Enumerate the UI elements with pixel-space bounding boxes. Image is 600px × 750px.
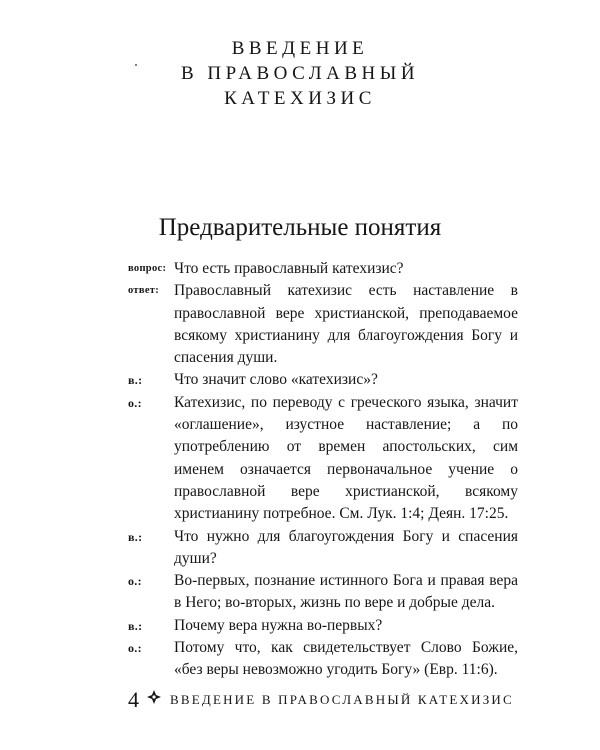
qa-entry-question [128, 526, 518, 571]
qa-entry-question [128, 615, 518, 637]
diamond-ornament-icon [147, 688, 161, 712]
section-title: Предварительные понятия [158, 214, 442, 241]
qa-entry-answer [128, 280, 518, 369]
qa-list [128, 258, 518, 682]
qa-label: в.: [128, 373, 143, 388]
page-footer [128, 688, 548, 712]
qa-entry-answer [128, 637, 518, 682]
qa-label: о.: [128, 395, 142, 410]
chapter-title-line-3: КАТЕХИЗИС [224, 88, 376, 109]
qa-text: Православный катехизис есть наставление в православной вере христианской, преподаваемое всякому христианину для благоугождения Богу и спасения души. [174, 282, 518, 367]
chapter-title-line-1: ВВЕДЕНИЕ [231, 38, 369, 59]
qa-label: о.: [128, 641, 142, 656]
qa-label: ответ: [128, 285, 160, 297]
qa-entry-question [128, 258, 518, 280]
page-number: 4 [128, 687, 139, 712]
qa-text: Во-первых, познание истинного Бога и правая вера в Него; во-вторых, жизнь по вере и добрые дела. [174, 572, 518, 612]
qa-entry-answer [128, 392, 518, 526]
qa-label: вопрос: [128, 263, 167, 274]
qa-text: Катехизис, по переводу с греческого языка, значит «оглашение», изустное наставление; а по употреблению от времен апостольских, сим именем означается первоначальное учение о православной вере христианской, всякому христианину потребное. См. Лук. 1:4; Деян. 17:25. [174, 393, 518, 523]
qa-label: о.: [128, 574, 142, 589]
qa-text: Потому что, как свидетельствует Слово Божие, «без веры невозможно угодить Богу» (Евр. 11:6). [174, 639, 518, 679]
qa-entry-answer [128, 570, 518, 615]
qa-entry-question [128, 369, 518, 391]
chapter-title-line-2: В ПРАВОСЛАВНЫЙ [180, 63, 420, 84]
qa-text: Что нужно для благоугождения Богу и спасения души? [174, 527, 518, 567]
qa-label: в.: [128, 529, 143, 544]
qa-label: в.: [128, 618, 143, 633]
qa-text: Что есть православный катехизис? [174, 260, 404, 277]
running-title: ВВЕДЕНИЕ В ПРАВОСЛАВНЫЙ КАТЕХИЗИС [170, 692, 514, 707]
qa-text: Что значит слово «катехизис»? [174, 371, 378, 389]
qa-text: Почему вера нужна во-первых? [174, 616, 383, 634]
